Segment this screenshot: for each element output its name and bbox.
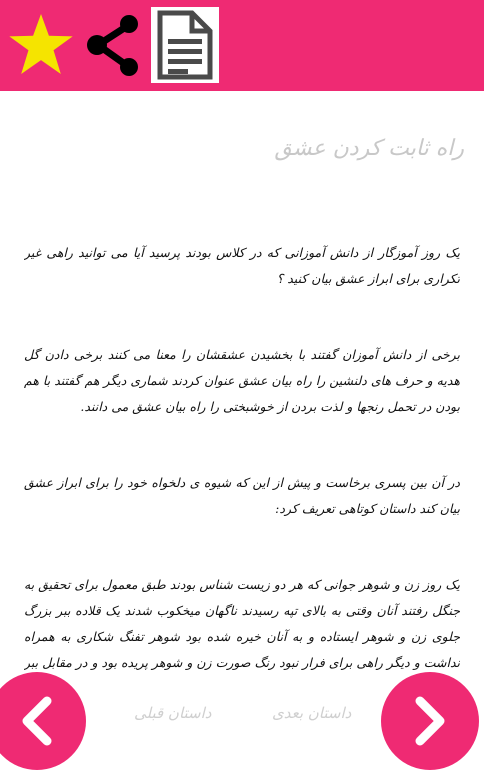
document-button[interactable] — [151, 7, 219, 83]
story-paragraph: یک روز زن و شوهر جوانی که هر دو زیست شناس بودند طبق معمول برای تحقیق به جنگل رفتند آنان وقتی به بالای تپه رسیدند ناگهان میخکوب شدند یک قلاده ببر بزرگ جلوی زن و شوهر ایستاده و به آنان خیره شده بود شوهر تفنگ شکاری به همراه نداشت و دیگر راهی برای فرار نبود رنگ صورت زن و شوهر پریده بود و در مقابل ببر — [24, 577, 460, 670]
next-story-label[interactable]: داستان بعدی — [272, 704, 352, 722]
chevron-left-icon — [17, 696, 57, 746]
top-toolbar — [0, 0, 484, 91]
favorite-button[interactable] — [6, 6, 76, 84]
document-icon — [154, 9, 216, 81]
story-paragraph: در آن بین پسری برخاست و پیش از این که شیوه ی دلخواه خود را برای ابراز عشق بیان کند داستان کوتاهی تعریف کرد: — [24, 475, 460, 516]
star-icon — [8, 12, 74, 78]
story-paragraph: برخی از دانش آموزان گفتند با بخشیدن عشقشان را معنا می کنند برخی دادن گل هدیه و حرف های دلنشین را راه بیان عشق عنوان کردند شماری دیگر هم گفتند با هم بودن در تحمل رنجها و لذت بردن از خوشبختی را راه بیان عشق می دانند. — [24, 347, 460, 414]
chevron-right-icon — [410, 696, 450, 746]
share-button[interactable] — [82, 6, 144, 84]
next-story-button[interactable] — [381, 672, 479, 770]
story-paragraph: یک روز آموزگار از دانش آموزانی که در کلاس بودند پرسید آیا می توانید راهی غیر تکراری برای ابراز عشق بیان کنید ؟ — [24, 245, 460, 286]
story-title: راه ثابت کردن عشق — [274, 136, 464, 161]
story-content — [24, 240, 460, 680]
previous-story-label[interactable]: داستان قبلی — [134, 704, 212, 722]
previous-story-button[interactable] — [0, 672, 86, 770]
share-icon — [85, 12, 141, 78]
